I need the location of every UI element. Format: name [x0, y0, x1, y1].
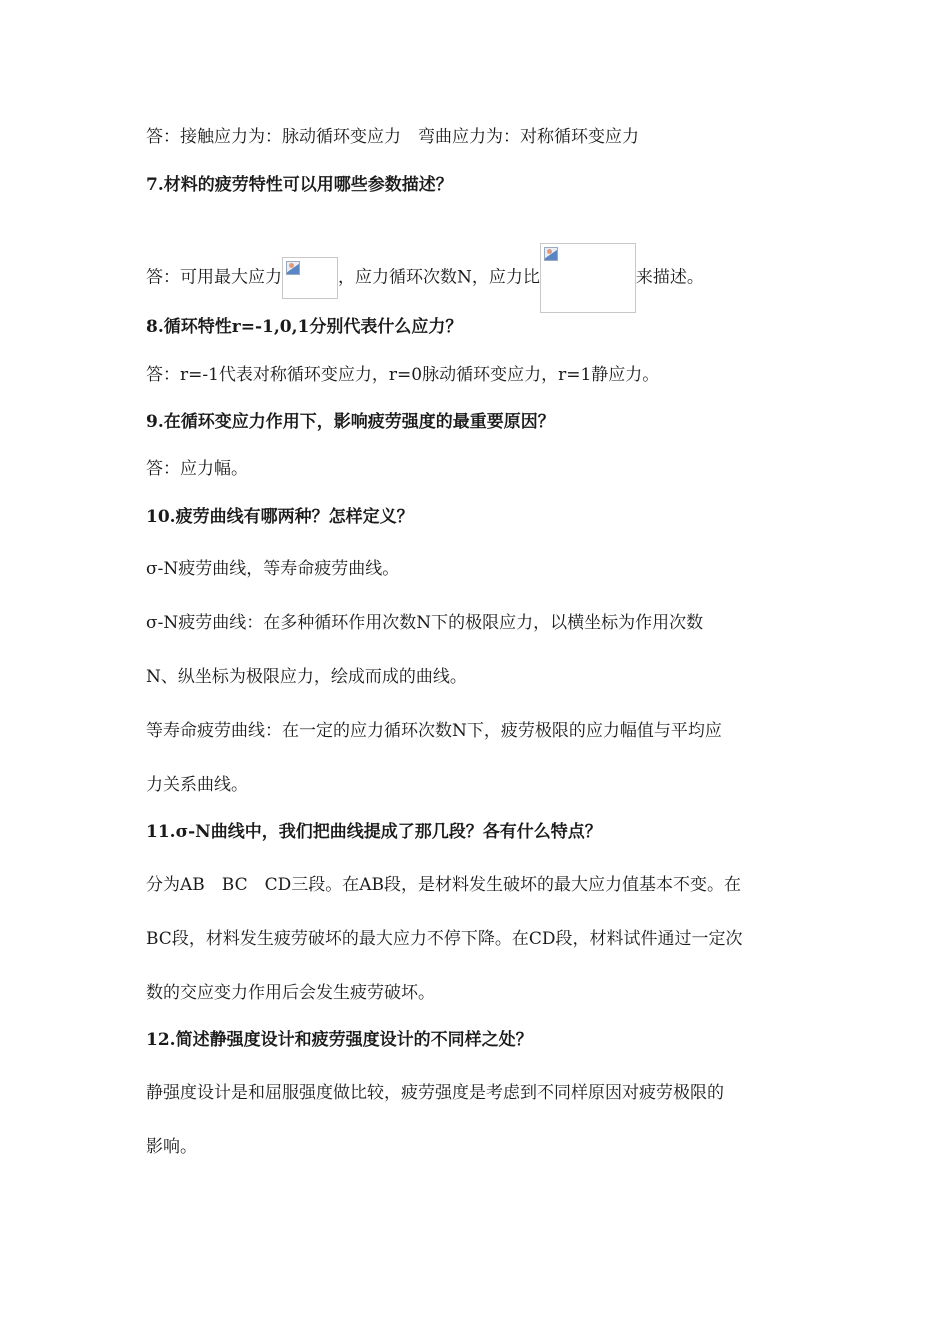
- answer-10-line-1: σ-N疲劳曲线，等寿命疲劳曲线。: [146, 559, 400, 579]
- formula-image-stress-ratio: [540, 243, 636, 313]
- answer-10-line-4: 等寿命疲劳曲线：在一定的应力循环次数N下，疲劳极限的应力幅值与平均应: [146, 721, 722, 741]
- answer-11-line-3: 数的交应变力作用后会发生疲劳破坏。: [146, 983, 435, 1003]
- answer-7-text-3: 来描述。: [635, 267, 704, 288]
- answer-12-line-1: 静强度设计是和屈服强度做比较，疲劳强度是考虑到不同样原因对疲劳极限的: [146, 1083, 724, 1103]
- formula-image-max-stress: [282, 257, 338, 299]
- answer-7-text-2: ，应力循环次数N，应力比: [338, 267, 540, 288]
- answer-12-line-2: 影响。: [146, 1137, 197, 1157]
- question-12: 12.简述静强度设计和疲劳强度设计的不同样之处？: [146, 1030, 533, 1050]
- answer-10-line-2: σ-N疲劳曲线：在多种循环作用次数N下的极限应力，以横坐标为作用次数: [146, 613, 704, 633]
- answer-7: [146, 243, 704, 313]
- broken-image-icon: [286, 261, 300, 275]
- answer-11-line-1: 分为AB BC CD三段。在AB段，是材料发生破坏的最大应力值基本不变。在: [146, 875, 741, 895]
- answer-8: 答：r=-1代表对称循环变应力，r=0脉动循环变应力，r=1静应力。: [146, 365, 660, 385]
- question-9: 9.在循环变应力作用下，影响疲劳强度的最重要原因？: [146, 412, 555, 432]
- question-8: 8.循环特性r=-1,0,1分别代表什么应力？: [146, 317, 463, 337]
- question-10: 10.疲劳曲线有哪两种？怎样定义？: [146, 507, 414, 527]
- answer-11-line-2: BC段，材料发生疲劳破坏的最大应力不停下降。在CD段，材料试件通过一定次: [146, 929, 743, 949]
- answer-9: 答：应力幅。: [146, 459, 248, 479]
- answer-10-line-3: N、纵坐标为极限应力，绘成而成的曲线。: [146, 667, 467, 687]
- question-7: 7.材料的疲劳特性可以用哪些参数描述？: [146, 175, 453, 195]
- broken-image-icon: [544, 247, 558, 261]
- answer-6: 答：接触应力为：脉动循环变应力 弯曲应力为：对称循环变应力: [146, 127, 639, 147]
- question-11: 11.σ-N曲线中，我们把曲线提成了那几段？各有什么特点？: [146, 822, 602, 842]
- answer-7-text-1: 答：可用最大应力: [146, 267, 282, 288]
- answer-10-line-5: 力关系曲线。: [146, 775, 248, 795]
